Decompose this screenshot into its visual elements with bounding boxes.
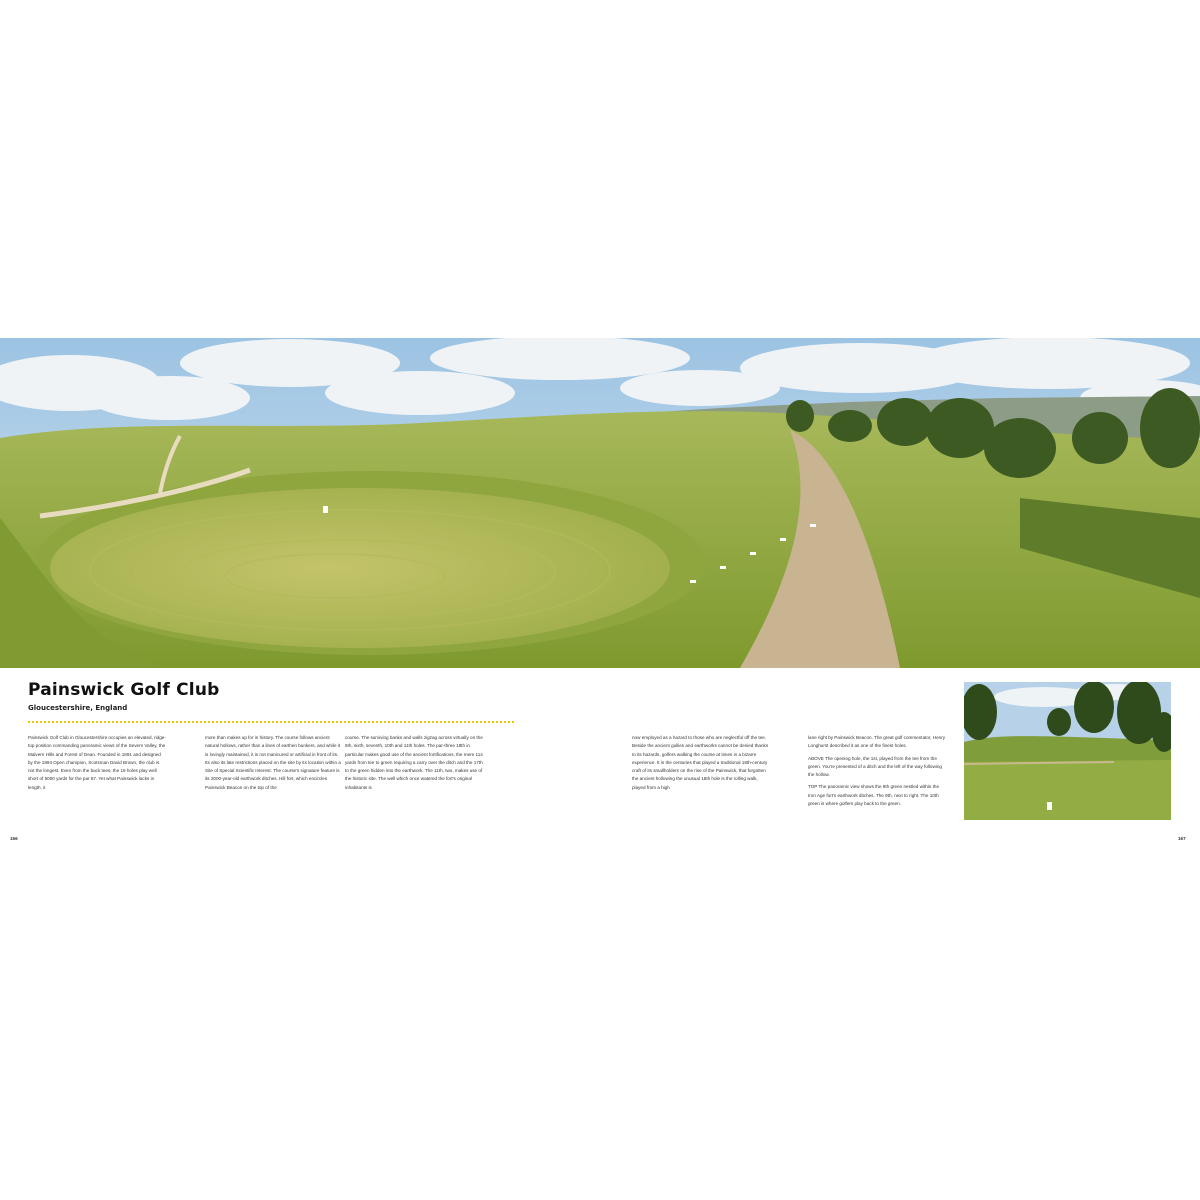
body-paragraph: course. The surviving banks and walls zigzag across virtually on the 6th, sixth, seventh, 10th and 11th holes. The par-three 18th in particular makes good use of the ancient fortifications, the mere 114 yards from tee to green requiring a carry over the ditch and the 17th to the green hidden into the earthwork. The 11th, two, makes use of the historic site. The well which once watered the fort's original inhabitants is [345,735,483,790]
body-paragraph: Painswick Golf Club in Gloucestershire occupies an elevated, ridge-top position commanding panoramic views of the Severn Valley, the Malvern Hills and Forest of Dean. Founded in 1891 and designed by the 1894 Open champion, Scotsman David Brown, the club is not the longest. Even from the back tees, the 19 holes play well short of 5000 yards for the par 67. Yet what Painswick lacks in length, it [28,735,166,790]
body-column-2 [205,734,343,795]
body-column-4 [632,734,770,795]
body-column-3 [345,734,483,795]
body-column-1 [28,734,166,795]
panorama-photo [0,338,1200,668]
body-paragraph: lane right by Painswick Beacon. The great golf commentator, Henry Longhurst described it as one of the finest holes. [808,735,946,749]
body-paragraph: now employed as a hazard to those who are neglectful off the tee. Beside the ancient gullies and earthworks cannot be denied thanks to its hazards, golfers walking the course at times in a bizarre experience. It is the centuries that played a traditional 18th-century craft of its smallholders on the rise of the Painswick, that forgotten the ancient hollowing the unusual 18th hole is the rolling walk, played from a high [632,735,769,790]
photo-caption: TOP The panoramic view shows the 9th green nestled within the Iron Age fort's earthwork ditches. The 9th, next to right. The 10th green is where golfers play back to the green. [808,784,939,807]
article-subtitle: Gloucestershire, England [28,704,128,712]
body-column-5 [808,734,948,812]
page-number-right: 167 [1178,836,1186,841]
page-number-left: 166 [10,836,18,841]
article-heading [28,680,528,712]
body-paragraph: more than makes up for in history. The course follows ancient natural hollows, rather than a lines of earthen bunkers, and while it is lovingly maintained, it is not manicured or artificial in front of its. Its also its late restrictions placed on the site by its location within a Site of Special Scientific Interest. The course's signature feature is its 2000-year-old earthwork ditches. Hill fort, which encircles Painswick Beacon on the top of the [205,735,341,790]
inset-photo [964,682,1171,820]
photo-caption: ABOVE The opening hole, the 1st, played from the tee from the green. You're presented of a ditch and the left of the way following the hollow. [808,755,942,778]
accent-rule [28,721,514,723]
article-title: Painswick Golf Club [28,680,220,700]
